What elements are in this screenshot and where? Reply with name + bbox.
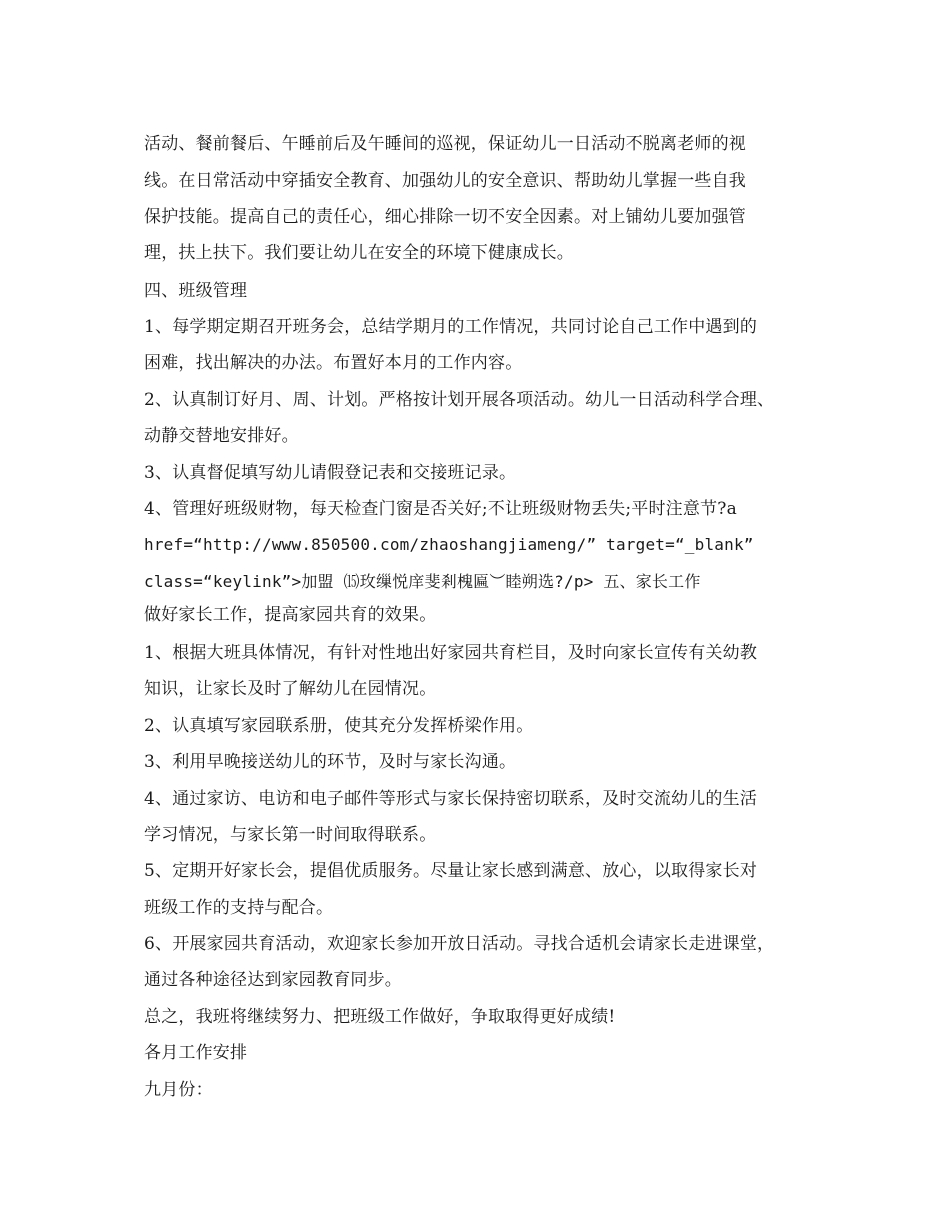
paragraph-line: 2、认真填写家园联系册，使其充分发挥桥梁作用。 <box>144 716 534 736</box>
section-heading: 九月份： <box>144 1080 213 1100</box>
paragraph-line: 1、每学期定期召开班务会，总结学期月的工作情况，共同讨论自己工作中遇到的 <box>144 317 758 337</box>
paragraph-line: class=“keylink”>加盟 ⒂玫缫悦庠斐剎槐匾︶睦朔选?/p> 五、家长工作 <box>144 572 701 591</box>
paragraph-line: 总之，我班将继续努力、把班级工作做好，争取取得更好成绩! <box>144 1007 616 1027</box>
paragraph-line: 保护技能。提高自己的责任心，细心排除一切不安全因素。对上铺幼儿要加强管 <box>144 207 746 227</box>
paragraph-line: 5、定期开好家长会，提倡优质服务。尽量让家长感到满意、放心，以取得家长对 <box>144 861 758 881</box>
paragraph-line: href=“http://www.850500.com/zhaoshangjiameng/” target=“_blank” <box>144 535 754 554</box>
paragraph-line: 3、认真督促填写幼儿请假登记表和交接班记录。 <box>144 463 517 483</box>
paragraph-line: 3、利用早晚接送幼儿的环节，及时与家长沟通。 <box>144 752 517 772</box>
paragraph-line: 通过各种途径达到家园教育同步。 <box>144 970 402 990</box>
paragraph-line: 做好家长工作，提高家园共育的效果。 <box>144 605 437 625</box>
paragraph-line: 理，扶上扶下。我们要让幼儿在安全的环境下健康成长。 <box>144 243 574 263</box>
paragraph-line: 6、开展家园共育活动，欢迎家长参加开放日活动。寻找合适机会请家长走进课堂， <box>144 934 775 954</box>
paragraph-line: 困难，找出解决的办法。布置好本月的工作内容。 <box>144 353 523 373</box>
paragraph-line: 4、通过家访、电访和电子邮件等形式与家长保持密切联系，及时交流幼儿的生活 <box>144 789 758 809</box>
section-heading: 各月工作安排 <box>144 1043 248 1063</box>
paragraph-line: 活动、餐前餐后、午睡前后及午睡间的巡视，保证幼儿一日活动不脱离老师的视 <box>144 134 746 154</box>
paragraph-line: 学习情况，与家长第一时间取得联系。 <box>144 825 437 845</box>
paragraph-line: 2、认真制订好月、周、计划。严格按计划开展各项活动。幼儿一日活动科学合理、 <box>144 390 775 410</box>
paragraph-line: 动静交替地安排好。 <box>144 426 299 446</box>
paragraph-line: 知识，让家长及时了解幼儿在园情况。 <box>144 679 437 699</box>
paragraph-line: 4、管理好班级财物，每天检查门窗是否关好;不让班级财物丢失;平时注意节?a <box>144 499 737 519</box>
paragraph-line: 班级工作的支持与配合。 <box>144 898 334 918</box>
paragraph-line: 线。在日常活动中穿插安全教育、加强幼儿的安全意识、帮助幼儿掌握一些自我 <box>144 171 746 191</box>
section-heading: 四、班级管理 <box>144 281 248 301</box>
paragraph-line: 1、根据大班具体情况，有针对性地出好家园共育栏目，及时向家长宣传有关幼教 <box>144 643 758 663</box>
